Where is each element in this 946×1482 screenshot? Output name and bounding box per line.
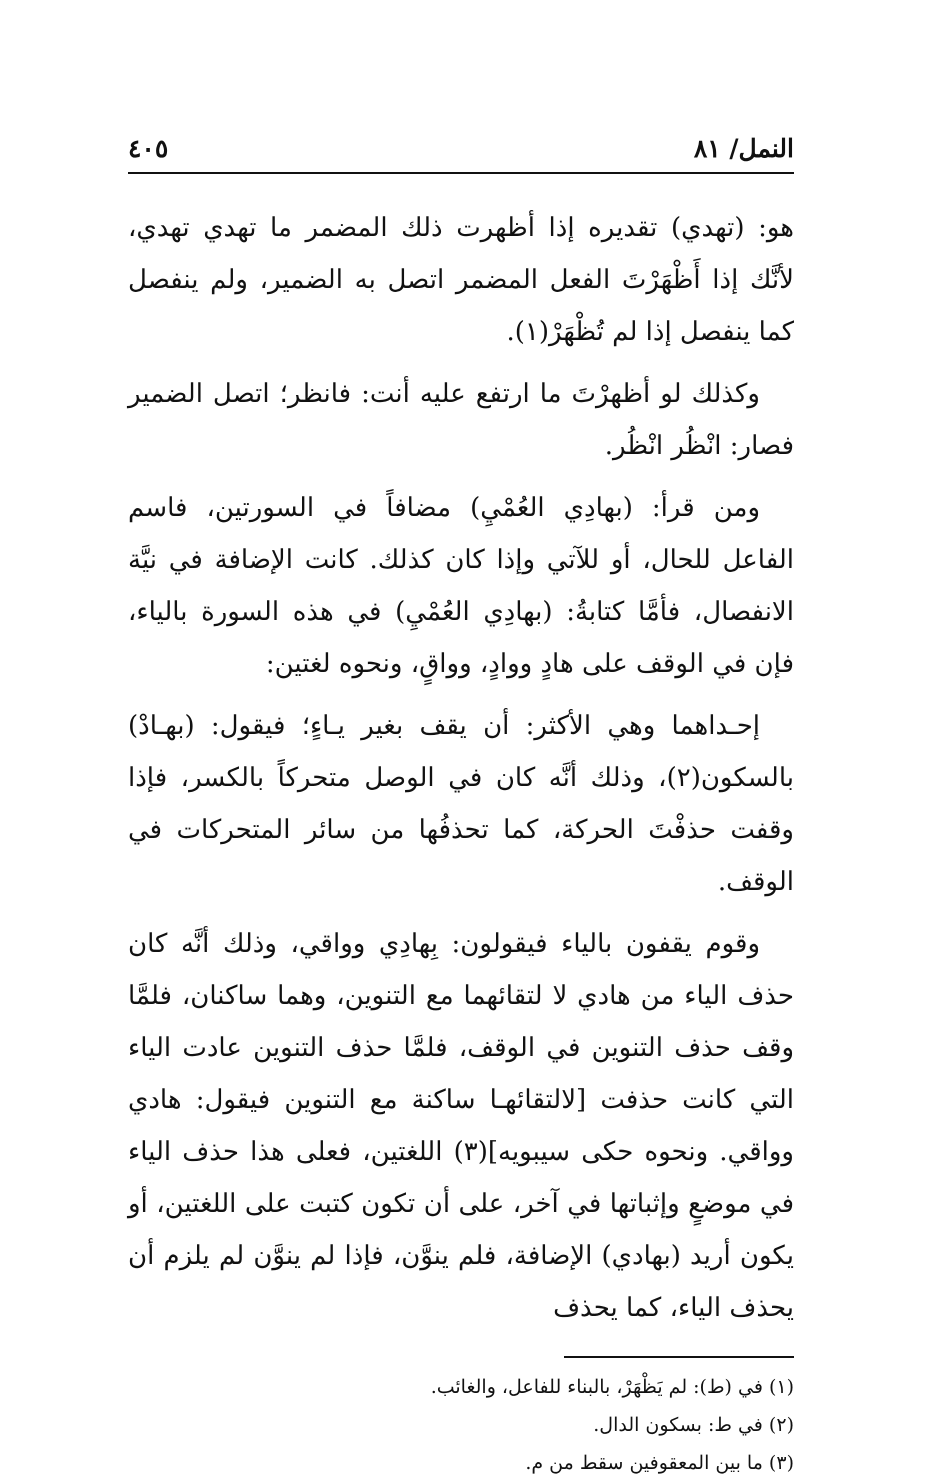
book-page [128,120,794,1482]
paragraph-1: هو: (تهدي) تقديره إذا أظهرت ذلك المضمر ما تهدي تهدي، لأنَّك إذا أَظْهَرْتَ الفعل المضمر اتصل به الضمير، ولم ينفصل كما ينفصل إذا لم تُظْهَرْ(١). [128,213,795,347]
paragraph-5: وقوم يقفون بالياء فيقولون: بِهادِي وواقي، وذلك أنَّه كان حذف الياء من هادي لا لتقائهما مع التنوين، وهما ساكنان، فلمَّا وقف حذف التنوين في الوقف، فلمَّا حذف التنوين عادت الياء التي كانت حذفت [لالتقائهـا ساكنة مع التنوين فيقول: هادي وواقي. ونحوه حكى سيبويه](٣) اللغتين، فعلى هذا حذف الياء في موضعٍ وإثباتها في آخر، على أن تكون كتبت على اللغتين، أو يكون أريد (بهادي) الإضافة، فلم ينوَّن، فإذا لم ينوَّن لم يلزم أن يحذف الياء، كما يحذف [128,929,794,1323]
footnote-divider [564,1356,794,1358]
footnote-3: (٣) ما بين المعقوفين سقط من م. [525,1452,794,1474]
running-title: النمل/ ٨١ [693,134,794,163]
footnote-2: (٢) في ط: بسكون الدال. [593,1414,794,1436]
paragraph-3: ومن قرأ: (بهادِي العُمْيِ) مضافاً في السورتين، فاسم الفاعل للحال، أو للآتي وإذا كان كذلك. كانت الإضافة في نيَّة الانفصال، فأمَّا كتابةُ: (بهادِي العُمْيِ) في هذه السورة بالياء، فإن في الوقف على هادٍ ووادٍ، وواقٍ، ونحوه لغتين: [128,493,794,679]
footnote-1: (١) في (ط): لم يَظْهَرْ، بالبناء للفاعل، والغائب. [430,1376,794,1398]
paragraph-4: إحـداهما وهي الأكثر: أن يقف بغير يـاءٍ؛ فيقول: (بهـادْ) بالسكون(٢)، وذلك أنَّه كان في الوصل متحركاً بالكسر، فإذا وقفت حذفْتَ الحركة، كما تحذفُها من سائر المتحركات في الوقف. [128,711,794,897]
paragraph-2: وكذلك لو أظهرْتَ ما ارتفع عليه أنت: فانظر؛ اتصل الضمير فصار: انْظُر انْظُر. [128,379,794,461]
footnotes [128,1368,794,1482]
page-number: ٤٠٥ [128,134,169,163]
main-text [128,202,794,1334]
page-header [128,120,794,174]
